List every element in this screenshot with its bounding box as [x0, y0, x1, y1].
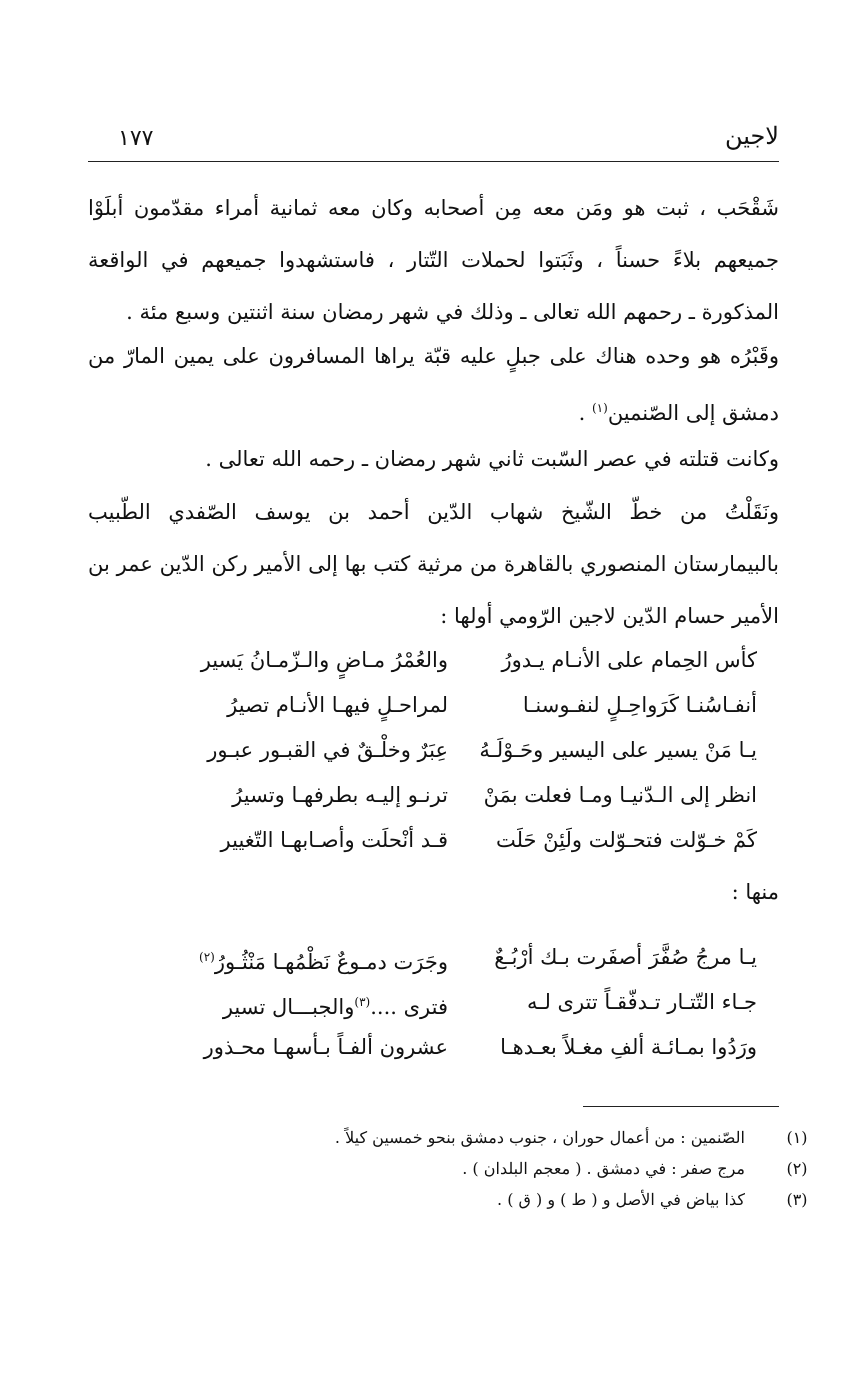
verse-line: [88, 773, 779, 818]
page-header: [88, 122, 779, 162]
footnote: [88, 1122, 811, 1153]
verse-line: [88, 935, 779, 980]
paragraph-3: وكانت قتلته في عصر السّبت ثاني شهر رمضان ـ رحمه الله تعالى .: [205, 447, 779, 471]
header-rule: [88, 161, 779, 162]
verse-line: [88, 683, 779, 728]
second-hemistich: قـد أنْحلَت وأصـابهـا التّغيير: [220, 828, 448, 852]
excerpt-label: منها :: [731, 880, 779, 904]
footnote-number: (٢): [786, 1159, 808, 1178]
first-hemistich: ورَدُوا بمـائـة ألفِ مغـلاً بعـدهـا: [500, 1035, 757, 1059]
footnote-ref-1: (١): [591, 401, 608, 415]
second-hemistich-text: وجَرَت دمـوعٌ نَظْمُهـا مَنْثُـورُ: [214, 950, 448, 974]
footnote-separator: [583, 1106, 779, 1107]
poem-2: [88, 935, 779, 1070]
verse-line: [88, 1025, 779, 1070]
second-hemistich: [118, 935, 448, 985]
second-hemistich-text: فترى ....: [370, 995, 448, 1019]
footnotes: [88, 1122, 811, 1215]
paragraph-1: شَقْحَب ، ثبت هو ومَن معه مِن أصحابه وكان معه ثمانية أمراء مقدّمون أبلَوْا جميعهم بلاءً حسناً ، وثَبَتوا لحملات التّتار ، فاستشهدوا جميعهم في الواقعة المذكورة ـ رحمهم الله تعالى ـ وذلك في شهر رمضان سنة اثنتين وسبع مئة .: [88, 196, 779, 324]
second-hemistich: ترنـو إليـه بطرفهـا وتسيرُ: [232, 783, 448, 807]
verse-line: [88, 980, 779, 1025]
footnote-text: الصّنمين : من أعمال حوران ، جنوب دمشق بنحو خمسين كيلاً .: [334, 1128, 745, 1147]
first-hemistich: يـا مرجُ صُفَّرَ أصفَرت بـك أرْبُـعٌ: [494, 945, 757, 969]
second-hemistich: عِبَرٌ وخلْـقٌ في القبـور عبـور: [207, 738, 448, 762]
footnote-text: مرج صفر : في دمشق . ( معجم البلدان ) .: [462, 1159, 745, 1178]
first-hemistich: يـا مَنْ يسير على اليسير وحَـوْلَـهُ: [479, 738, 757, 762]
running-title: لاجين: [724, 122, 779, 150]
second-hemistich: [118, 980, 448, 1030]
footnote-number: (١): [786, 1128, 808, 1147]
second-hemistich: لمراحـلٍ فيهـا الأنـام تصيرُ: [227, 693, 448, 717]
poem-1: [88, 638, 779, 863]
first-hemistich: كأس الحِمام على الأنـام يـدورُ: [501, 648, 757, 672]
paragraph-2-text: وقَبْرُه هو وحده هناك على جبلٍ عليه قبّة يراها المسافرون على يمين المارّ من دمشق إلى الصّنمين: [88, 344, 779, 425]
verse-line: [88, 728, 779, 773]
second-hemistich-text-b: والجبـــال تسير: [222, 995, 355, 1019]
footnote: [88, 1153, 811, 1184]
verse-line: [88, 638, 779, 683]
paragraph-2: [88, 330, 779, 439]
paragraph-4: ونَقَلْتُ من خطّ الشّيخ شهاب الدّين أحمد بن يوسف الصّفدي الطّبيب بالبيمارستان المنصوري بالقاهرة من مرثية كتب بها إلى الأمير ركن الدّين عمر بن الأمير حسام الدّين لاجين الرّومي أولها :: [88, 500, 779, 628]
page-number: ١٧٧: [118, 126, 154, 151]
second-hemistich: عشرون ألفـاً بـأسهـا محـذور: [203, 1035, 448, 1059]
verse-line: [88, 818, 779, 863]
footnote: [88, 1184, 811, 1215]
first-hemistich: انظر إلى الـدّنيـا ومـا فعلت بمَنْ: [483, 783, 757, 807]
footnote-ref-3: (٣): [354, 995, 371, 1009]
footnote-text: كذا بياض في الأصل و ( ط ) و ( ق ) .: [497, 1190, 745, 1209]
first-hemistich: كَمْ خـوّلت فتحـوّلت ولَئِنْ حَلَت: [495, 828, 757, 852]
first-hemistich: أنفـاسُنـا كَرَواحِـلٍ لنفـوسنـا: [522, 693, 757, 717]
footnote-ref-2: (٢): [199, 950, 215, 964]
first-hemistich: جـاء التّتـار تـدفّقـاً تترى لـه: [527, 990, 757, 1014]
second-hemistich: والعُمْرُ مـاضٍ والـزّمـانُ يَسير: [200, 648, 448, 672]
paragraph-2-end: .: [578, 401, 592, 425]
footnote-number: (٣): [786, 1190, 808, 1209]
